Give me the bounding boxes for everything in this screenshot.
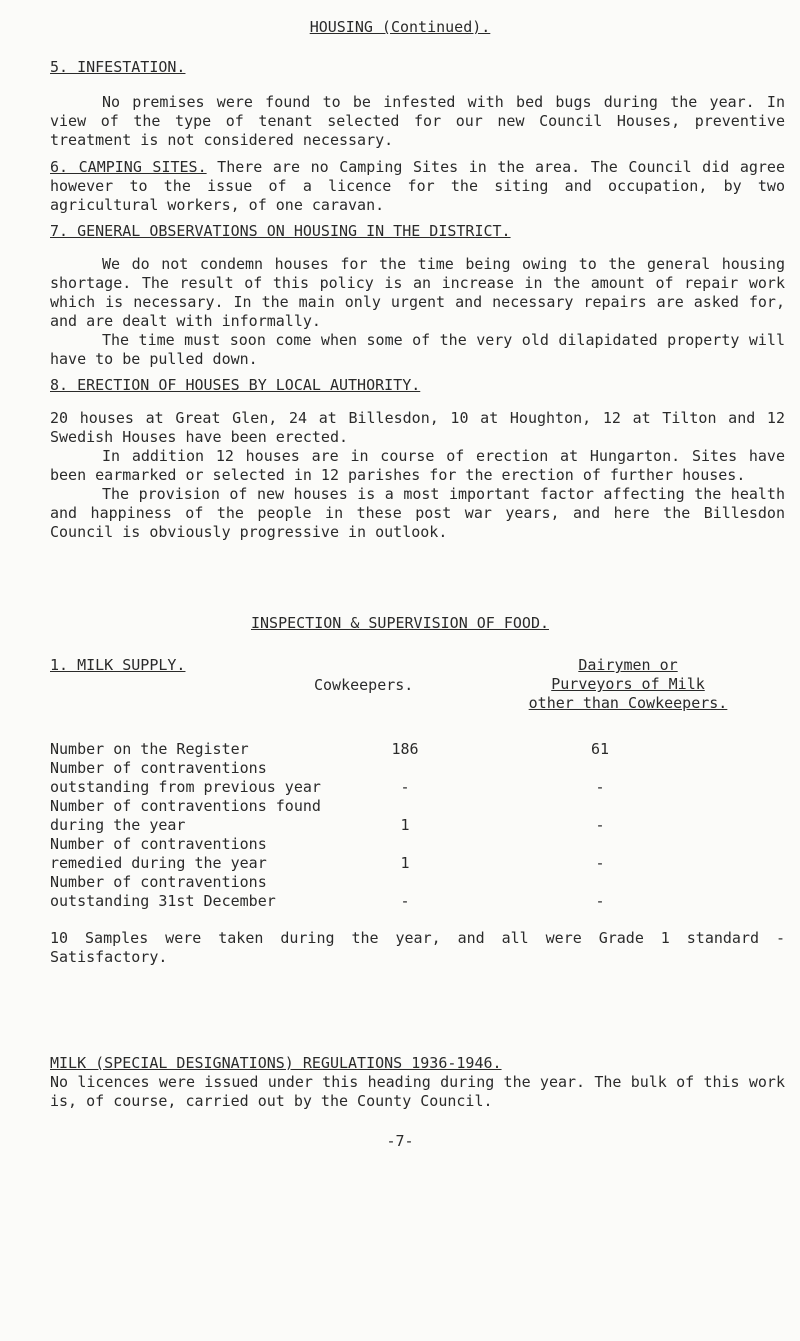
column-header-cowkeepers: Cowkeepers. <box>314 676 414 694</box>
section-body: There are no Camping Sites in the area. The Council did agree however to the issue of a licence for the siting and occupation, by two agricultural workers, of one caravan. <box>50 158 785 214</box>
cell-dairymen: - <box>595 854 605 872</box>
section-general-observations <box>50 222 785 369</box>
section-body: No licences were issued under this heading during the year. The bulk of this work is, of course, carried out by the County Council. <box>50 1073 785 1110</box>
section-erection-of-houses <box>50 376 785 542</box>
section-special-designations <box>50 1054 785 1111</box>
section-paragraph: The time must soon come when some of the very old dilapidated property will have to be pulled down. <box>50 331 785 368</box>
section-title: 8. ERECTION OF HOUSES BY LOCAL AUTHORITY. <box>50 376 421 394</box>
section-body: No premises were found to be infested with bed bugs during the year. In view of the type of tenant selected for our new Council Houses, preventive treatment is not considered necessary. <box>50 93 785 149</box>
row-label: Number of contraventions outstanding from previous year <box>50 759 321 796</box>
cell-cowkeepers: - <box>400 778 410 796</box>
section-paragraph: The provision of new houses is a most important factor affecting the health and happiness of the people in these post war years, and here the Billesdon Council is obviously progressive in outlook. <box>50 485 785 541</box>
cell-dairymen: - <box>595 778 605 796</box>
section-infestation <box>50 58 785 150</box>
section-title: 1. MILK SUPPLY. <box>50 656 186 674</box>
row-label: Number of contraventions remedied during the year <box>50 835 267 872</box>
section-paragraph: In addition 12 houses are in course of erection at Hungarton. Sites have been earmarked or selected in 12 parishes for the erection of further houses. <box>50 447 785 484</box>
milk-supply-table <box>50 740 720 911</box>
row-label: Number on the Register <box>50 740 249 758</box>
section-title: 6. CAMPING SITES. <box>50 158 207 176</box>
cell-cowkeepers: 1 <box>400 816 410 834</box>
section-title: MILK (SPECIAL DESIGNATIONS) REGULATIONS 1936-1946. <box>50 1054 502 1072</box>
section-paragraph: We do not condemn houses for the time being owing to the general housing shortage. The result of this policy is an increase in the amount of repair work which is necessary. In the main only urgent and necessary repairs are asked for, and are dealt with informally. <box>50 255 785 330</box>
cell-cowkeepers: - <box>400 892 410 910</box>
table-row <box>50 759 720 797</box>
column-header-dairymen: Dairymen or Purveyors of Milk other than Cowkeepers. <box>528 656 728 712</box>
page-number: -7- <box>386 1132 414 1150</box>
section-camping-sites <box>50 158 785 215</box>
row-label: Number of contraventions found during the year <box>50 797 321 834</box>
cell-dairymen: 61 <box>590 740 610 758</box>
table-row <box>50 740 720 759</box>
cell-cowkeepers: 186 <box>391 740 419 758</box>
row-label: Number of contraventions outstanding 31st December <box>50 873 276 910</box>
page-header: HOUSING (Continued). <box>309 18 491 36</box>
table-row <box>50 797 720 835</box>
table-row <box>50 873 720 911</box>
cell-dairymen: - <box>595 892 605 910</box>
food-heading: INSPECTION & SUPERVISION OF FOOD. <box>250 614 549 632</box>
table-row <box>50 835 720 873</box>
section-milk-supply <box>50 656 785 967</box>
cell-cowkeepers: 1 <box>400 854 410 872</box>
milk-samples-note: 10 Samples were taken during the year, and all were Grade 1 standard - Satisfactory. <box>50 929 785 966</box>
section-title: 5. INFESTATION. <box>50 58 186 76</box>
section-paragraph: 20 houses at Great Glen, 24 at Billesdon, 10 at Houghton, 12 at Tilton and 12 Swedish Houses have been erected. <box>50 409 785 446</box>
section-title: 7. GENERAL OBSERVATIONS ON HOUSING IN THE DISTRICT. <box>50 222 511 240</box>
cell-dairymen: - <box>595 816 605 834</box>
